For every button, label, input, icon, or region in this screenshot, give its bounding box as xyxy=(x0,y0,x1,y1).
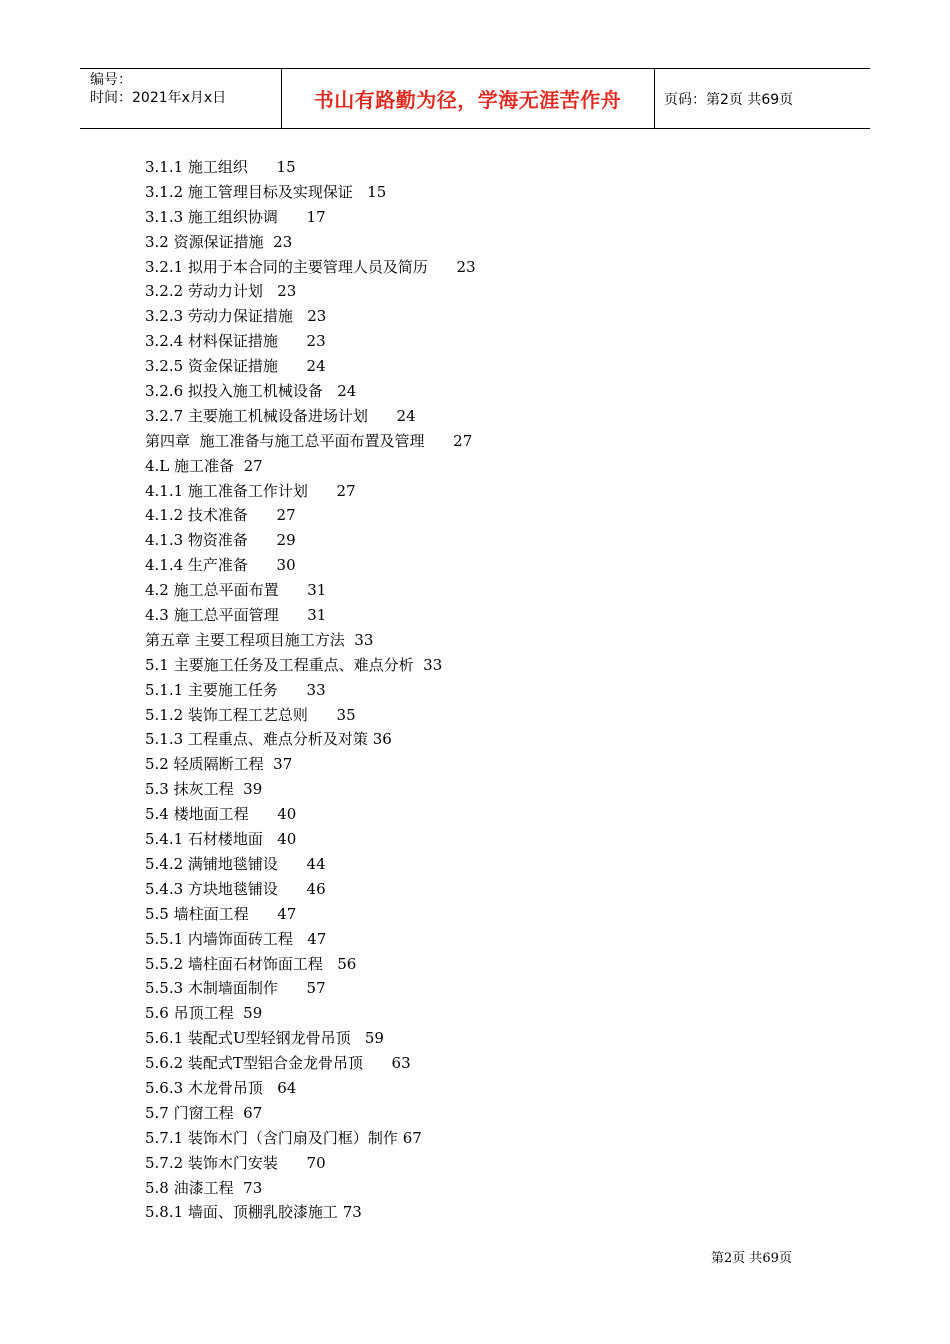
toc-entry: 4.L 施工准备 27 xyxy=(145,456,263,475)
toc-entry: 4.1.4 生产准备 30 xyxy=(145,556,296,575)
toc-entry: 4.3 施工总平面管理 31 xyxy=(145,606,327,625)
toc-entry: 4.1.3 物资准备 29 xyxy=(145,531,296,550)
header-page-info: 页码：第2页 共69页 xyxy=(664,91,794,108)
header-divider xyxy=(654,69,655,128)
page-footer: 第2页 共69页 xyxy=(711,1251,792,1266)
toc-entry: 5.5.3 木制墙面制作 57 xyxy=(145,979,326,998)
toc-entry: 5.7 门窗工程 67 xyxy=(145,1103,263,1122)
toc-entry: 5.4.1 石材楼地面 40 xyxy=(145,830,297,849)
toc-entry: 4.2 施工总平面布置 31 xyxy=(145,581,327,600)
toc-entry: 5.6.3 木龙骨吊顶 64 xyxy=(145,1078,297,1097)
document-number-label: 编号： xyxy=(90,72,132,88)
toc-entry: 5.2 轻质隔断工程 37 xyxy=(145,755,293,774)
toc-entry: 第四章 施工准备与施工总平面布置及管理 27 xyxy=(145,431,473,450)
toc-entry: 5.1.3 工程重点、难点分析及对策 36 xyxy=(145,730,392,749)
table-of-contents xyxy=(145,155,745,1225)
toc-entry: 3.2 资源保证措施 23 xyxy=(145,232,293,251)
toc-entry: 5.6.2 装配式T型铝合金龙骨吊顶 63 xyxy=(145,1054,411,1073)
toc-entry: 第五章 主要工程项目施工方法 33 xyxy=(145,630,374,649)
page-header xyxy=(80,68,870,129)
toc-entry: 5.7.2 装饰木门安装 70 xyxy=(145,1153,326,1172)
toc-entry: 4.1.2 技术准备 27 xyxy=(145,506,296,525)
header-motto: 书山有路勤为径，学海无涯苦作舟 xyxy=(313,88,622,112)
toc-entry: 5.1.2 装饰工程工艺总则 35 xyxy=(145,705,356,724)
toc-entry: 5.4.2 满铺地毯铺设 44 xyxy=(145,854,326,873)
document-time: 时间：2021年x月x日 xyxy=(90,90,227,106)
toc-entry: 5.1.1 主要施工任务 33 xyxy=(145,680,326,699)
toc-entry: 5.6.1 装配式U型轻钢龙骨吊顶 59 xyxy=(145,1029,384,1048)
toc-entry: 5.1 主要施工任务及工程重点、难点分析 33 xyxy=(145,655,443,674)
toc-entry: 5.4.3 方块地毯铺设 46 xyxy=(145,879,326,898)
toc-entry: 5.4 楼地面工程 40 xyxy=(145,805,297,824)
toc-entry: 3.2.6 拟投入施工机械设备 24 xyxy=(145,382,357,401)
toc-entry: 5.3 抹灰工程 39 xyxy=(145,780,263,799)
toc-entry: 3.1.1 施工组织 15 xyxy=(145,158,296,176)
toc-entry: 5.8 油漆工程 73 xyxy=(145,1178,263,1197)
toc-entry: 3.2.1 拟用于本合同的主要管理人员及简历 23 xyxy=(145,257,476,276)
toc-entry: 3.2.3 劳动力保证措施 23 xyxy=(145,307,327,326)
toc-entry: 3.2.4 材料保证措施 23 xyxy=(145,332,326,351)
toc-entry: 5.8.1 墙面、顶棚乳胶漆施工 73 xyxy=(145,1203,362,1222)
toc-entry: 4.1.1 施工准备工作计划 27 xyxy=(145,481,356,500)
toc-entry: 5.5 墙柱面工程 47 xyxy=(145,904,297,923)
toc-entry: 5.5.2 墙柱面石材饰面工程 56 xyxy=(145,954,357,973)
toc-entry: 5.5.1 内墙饰面砖工程 47 xyxy=(145,929,327,948)
header-meta xyxy=(90,71,226,107)
toc-entry: 5.7.1 装饰木门（含门扇及门框）制作 67 xyxy=(145,1128,422,1147)
toc-entry: 3.2.5 资金保证措施 24 xyxy=(145,357,326,376)
toc-entry: 5.6 吊顶工程 59 xyxy=(145,1004,263,1023)
toc-entry: 3.2.7 主要施工机械设备进场计划 24 xyxy=(145,406,416,425)
toc-entry: 3.1.2 施工管理目标及实现保证 15 xyxy=(145,182,387,201)
toc-entry: 3.2.2 劳动力计划 23 xyxy=(145,282,297,301)
toc-entry: 3.1.3 施工组织协调 17 xyxy=(145,207,326,226)
